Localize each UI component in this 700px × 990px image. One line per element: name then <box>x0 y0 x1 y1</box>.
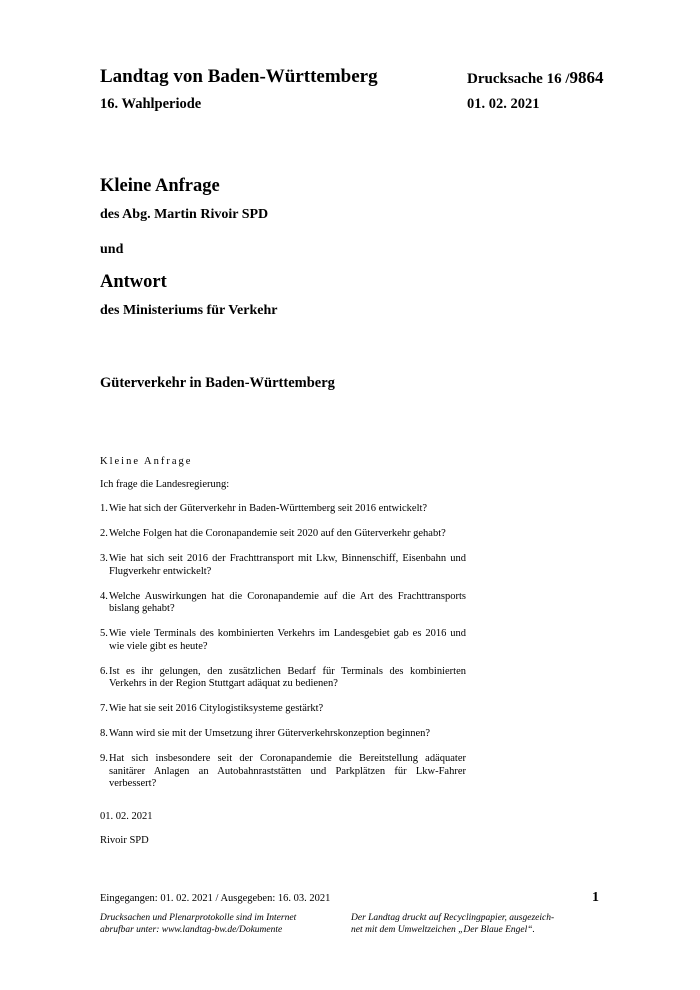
list-item <box>100 628 466 653</box>
footnote-line: abrufbar unter: www.landtag-bw.de/Dokumente <box>100 924 283 935</box>
drucksache-label: Drucksache 16 / <box>467 71 570 87</box>
question-number: 3. <box>100 553 108 564</box>
question-number: 8. <box>100 728 108 739</box>
author-line: des Abg. Martin Rivoir SPD <box>100 207 269 222</box>
question-text: Welche Auswirkungen hat die Coronapandemie auf die Art des Frachttransports bislang gehabt? <box>109 590 466 614</box>
footnote-line: net mit dem Umweltzeichen „Der Blaue Engel“. <box>351 924 535 935</box>
question-text: Wie viele Terminals des kombinierten Verkehrs im Landesgebiet gab es 2016 und wie viele gibt es heute? <box>109 628 466 652</box>
list-item <box>100 553 466 578</box>
footnote-recycling <box>351 913 554 936</box>
topic-title: Güterverkehr in Baden-Württemberg <box>100 375 335 391</box>
question-number: 4. <box>100 590 108 602</box>
document-date: 01. 02. 2021 <box>467 96 540 112</box>
footnote-line: Drucksachen und Plenarprotokolle sind im Internet <box>100 913 297 923</box>
signature: Rivoir SPD <box>100 835 149 846</box>
question-text: Wie hat sich seit 2016 der Frachttransport mit Lkw, Binnenschiff, Eisenbahn und Flugverkehr entwickelt? <box>109 553 466 577</box>
list-item <box>100 666 466 691</box>
question-number: 5. <box>100 628 108 639</box>
title-kleine-anfrage: Kleine Anfrage <box>100 176 220 196</box>
drucksache-ref <box>467 68 604 88</box>
question-text: Ist es ihr gelungen, den zusätzlichen Bedarf für Terminals des kombinierten Verkehrs in der Region Stuttgart adäquat zu bedienen? <box>109 665 466 689</box>
list-item <box>100 728 466 741</box>
footnote-internet <box>100 913 296 936</box>
question-text: Wann wird sie mit der Umsetzung ihrer Güterverkehrskonzeption beginnen? <box>109 728 431 739</box>
legislative-period: 16. Wahlperiode <box>100 96 202 112</box>
drucksache-number: 9864 <box>569 68 604 87</box>
question-number: 2. <box>100 528 108 539</box>
question-section <box>100 456 466 848</box>
list-item <box>100 528 466 541</box>
question-number: 9. <box>100 753 108 764</box>
question-text: Wie hat sie seit 2016 Citylogistiksysteme gestärkt? <box>109 703 324 714</box>
page-number: 1 <box>592 890 599 905</box>
parliament-title: Landtag von Baden-Württemberg <box>100 66 378 87</box>
question-list <box>100 503 466 791</box>
lead-sentence: Ich frage die Landesregierung: <box>100 478 230 490</box>
question-number: 6. <box>100 665 108 677</box>
connector-und: und <box>100 242 124 257</box>
signature-date: 01. 02. 2021 <box>100 810 153 822</box>
received-issued-line: Eingegangen: 01. 02. 2021 / Ausgegeben: 16. 03. 2021 <box>100 893 331 904</box>
question-text: Wie hat sich der Güterverkehr in Baden-Württemberg seit 2016 entwickelt? <box>109 503 428 514</box>
footnote-line: Der Landtag druckt auf Recyclingpapier, ausgezeich- <box>351 913 555 923</box>
question-number: 7. <box>100 703 108 714</box>
list-item <box>100 591 466 616</box>
list-item <box>100 703 466 716</box>
list-item <box>100 503 466 516</box>
question-number: 1. <box>100 503 108 514</box>
section-label: Kleine Anfrage <box>100 456 193 467</box>
question-text: Welche Folgen hat die Coronapandemie seit 2020 auf den Güterverkehr gehabt? <box>109 528 446 539</box>
title-antwort: Antwort <box>100 272 167 292</box>
question-text: Hat sich insbesondere seit der Coronapandemie die Bereitstellung adäquater sanitärer Anlagen an Autobahnraststätten und Parkplätzen für Lkw-Fahrer verbessert? <box>109 753 466 789</box>
list-item <box>100 753 466 791</box>
ministry-line: des Ministeriums für Verkehr <box>100 303 278 318</box>
